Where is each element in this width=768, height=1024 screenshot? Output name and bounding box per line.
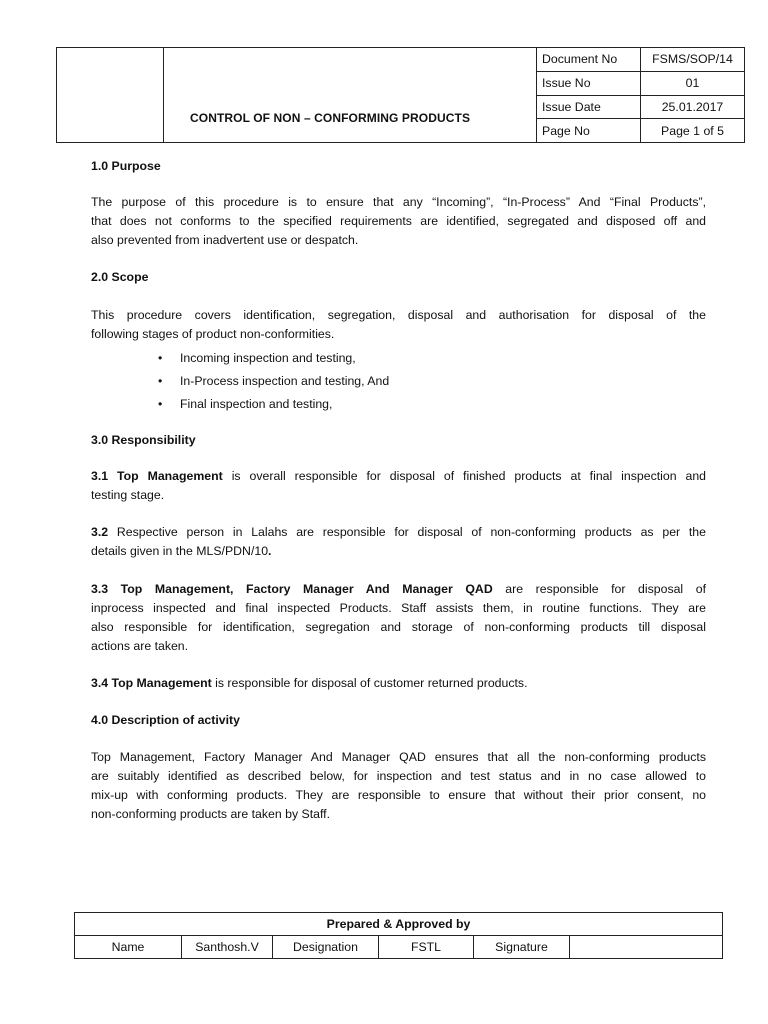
purpose-line: that does not conforms to the specified requirements are identified, segregated and disposed off and	[91, 214, 706, 228]
scope-line: following stages of product non-conformities.	[91, 327, 335, 341]
scope-line: This procedure covers identification, segregation, disposal and authorisation for disposal of the	[91, 308, 706, 322]
description-heading: 4.0 Description of activity	[91, 713, 240, 727]
description-line: are suitably identified as described below, for inspection and test status and in no case allowed to	[91, 769, 706, 783]
approval-heading: Prepared & Approved by	[75, 913, 723, 936]
r33-line4: actions are taken.	[91, 639, 189, 653]
responsibility-3-2	[91, 523, 706, 561]
r31-bold: 3.1 Top Management	[91, 469, 223, 483]
page-no-value: Page 1 of 5	[641, 119, 745, 143]
purpose-heading: 1.0 Purpose	[91, 159, 161, 173]
r34-text: is responsible for disposal of customer returned products.	[211, 676, 528, 690]
issue-date-label: Issue Date	[537, 95, 641, 119]
purpose-paragraph	[91, 193, 706, 250]
issue-no-value: 01	[641, 71, 745, 95]
bullet-icon: •	[158, 351, 163, 365]
r33-bold: 3.3 Top Management, Factory Manager And Manager QAD	[91, 582, 493, 596]
document-header-table	[56, 47, 745, 143]
scope-paragraph	[91, 306, 706, 344]
page-no-label: Page No	[537, 119, 641, 143]
r32-line2: details given in the MLS/PDN/10	[91, 544, 269, 558]
issue-no-label: Issue No	[537, 71, 641, 95]
r33-line3: also responsible for identification, segregation and storage of non-conforming products till disposal	[91, 620, 706, 634]
purpose-line: also prevented from inadvertent use or despatch.	[91, 233, 359, 247]
approval-table	[74, 912, 723, 959]
description-paragraph	[91, 748, 706, 824]
r32-text: Respective person in Lalahs are responsible for disposal of non-conforming products as per the	[108, 525, 706, 539]
scope-bullet-text: Final inspection and testing,	[180, 397, 333, 411]
responsibility-3-1	[91, 467, 706, 505]
designation-value: FSTL	[379, 936, 474, 959]
r33-text: are responsible for disposal of	[492, 582, 706, 596]
r34-bold: 3.4 Top Management	[91, 676, 212, 690]
scope-bullet	[158, 397, 332, 411]
document-title: CONTROL OF NON – CONFORMING PRODUCTS	[190, 111, 471, 125]
document-no-label: Document No	[537, 48, 641, 72]
scope-bullet	[158, 374, 389, 388]
description-line: non-conforming products are taken by Staff.	[91, 807, 331, 821]
responsibility-3-3	[91, 580, 706, 656]
r33-line2: inprocess inspected and final inspected Products. Staff assists them, in routine functions. They are	[91, 601, 706, 615]
name-label: Name	[75, 936, 182, 959]
responsibility-3-4	[91, 674, 706, 693]
description-line: mix-up with conforming products. They are responsible to ensure that without their prior consent, no	[91, 788, 706, 802]
scope-bullet-text: Incoming inspection and testing,	[180, 351, 356, 365]
signature-value	[570, 936, 723, 959]
r31-text: is overall responsible for disposal of finished products at final inspection and	[222, 469, 706, 483]
r31-line2: testing stage.	[91, 488, 165, 502]
bullet-icon: •	[158, 374, 163, 388]
document-no-value: FSMS/SOP/14	[641, 48, 745, 72]
name-value: Santhosh.V	[182, 936, 273, 959]
title-cell	[164, 48, 537, 143]
logo-cell	[57, 48, 164, 143]
scope-bullet	[158, 351, 356, 365]
responsibility-heading: 3.0 Responsibility	[91, 433, 196, 447]
signature-label: Signature	[474, 936, 570, 959]
bullet-icon: •	[158, 397, 163, 411]
r32-bold: 3.2	[91, 525, 109, 539]
description-line: Top Management, Factory Manager And Manager QAD ensures that all the non-conforming products	[91, 750, 706, 764]
issue-date-value: 25.01.2017	[641, 95, 745, 119]
scope-bullet-text: In-Process inspection and testing, And	[180, 374, 390, 388]
r32-period: .	[268, 544, 272, 558]
scope-heading: 2.0 Scope	[91, 270, 149, 284]
designation-label: Designation	[273, 936, 379, 959]
purpose-line: The purpose of this procedure is to ensure that any “Incoming”, “In-Process” And “Final Products”,	[91, 195, 706, 209]
